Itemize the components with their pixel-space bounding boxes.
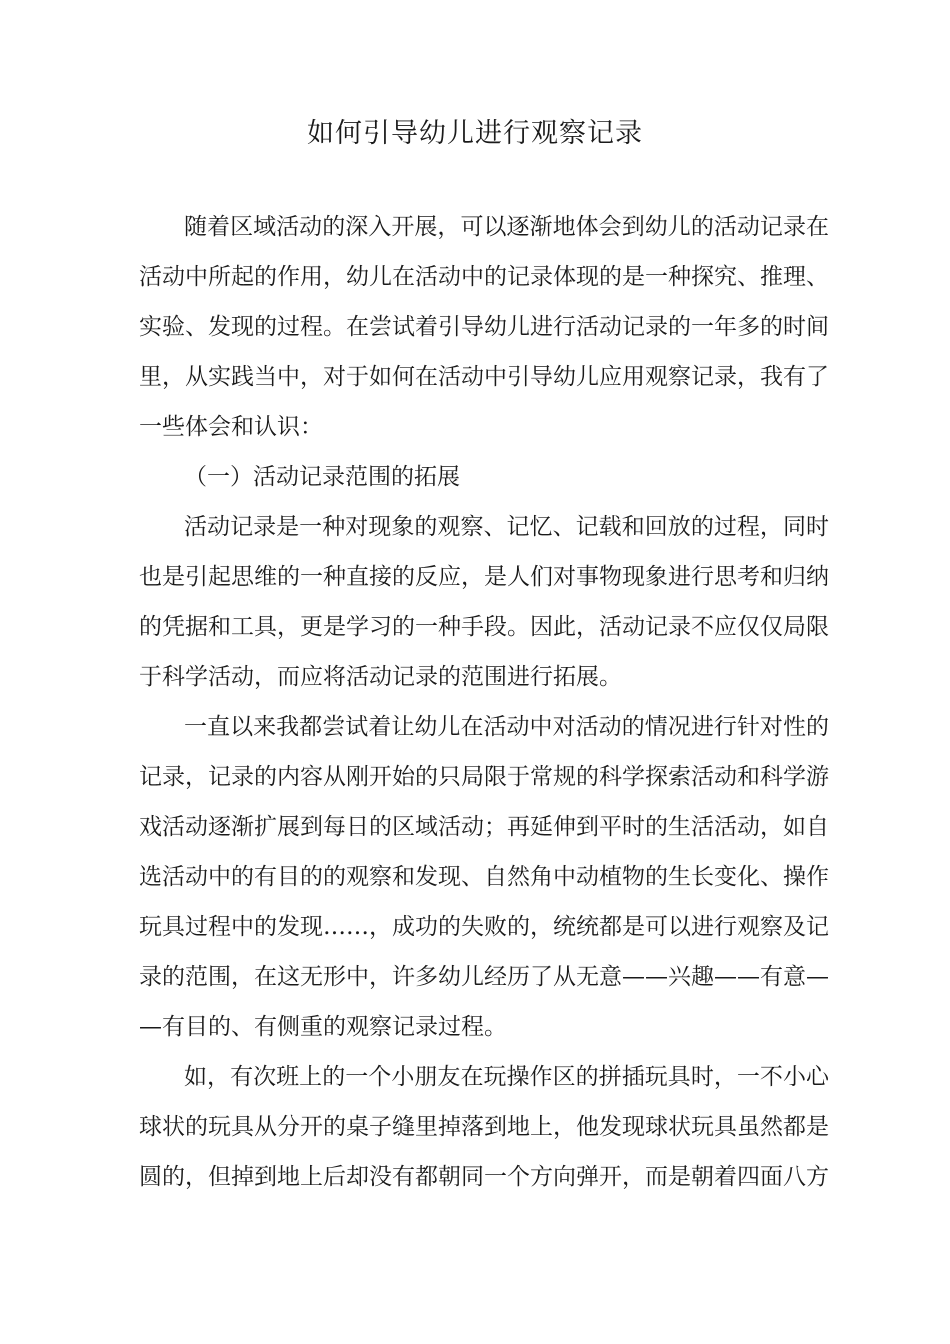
paragraph-4-line-1: 如，有次班上的一个小朋友在玩操作区的拼插玩具时，一不小心: [184, 1064, 829, 1090]
paragraph-1-line-4: 里，从实践当中，对于如何在活动中引导幼儿应用观察记录，我有了: [139, 364, 829, 390]
paragraph-3-line-5: 玩具过程中的发现……，成功的失败的，统统都是可以进行观察及记: [139, 914, 829, 940]
document-title: 如何引导幼儿进行观察记录: [307, 118, 643, 149]
paragraph-2-line-3: 的凭据和工具，更是学习的一种手段。因此，活动记录不应仅仅局限: [139, 614, 829, 640]
paragraph-3-line-2: 记录，记录的内容从刚开始的只局限于常规的科学探索活动和科学游: [139, 764, 829, 790]
paragraph-1-line-2: 活动中所起的作用，幼儿在活动中的记录体现的是一种探究、推理、: [139, 264, 829, 290]
paragraph-2-line-4: 于科学活动，而应将活动记录的范围进行拓展。: [139, 664, 622, 690]
paragraph-1-line-1: 随着区域活动的深入开展，可以逐渐地体会到幼儿的活动记录在: [184, 214, 829, 240]
paragraph-2-line-2: 也是引起思维的一种直接的反应，是人们对事物现象进行思考和归纳: [139, 564, 829, 590]
paragraph-3-line-4: 选活动中的有目的的观察和发现、自然角中动植物的生长变化、操作: [139, 864, 829, 890]
paragraph-1-line-3: 实验、发现的过程。在尝试着引导幼儿进行活动记录的一年多的时间: [139, 314, 829, 340]
paragraph-3-line-3: 戏活动逐渐扩展到每日的区域活动；再延伸到平时的生活活动，如自: [139, 814, 829, 840]
paragraph-4-line-3: 圆的，但掉到地上后却没有都朝同一个方向弹开，而是朝着四面八方: [139, 1164, 829, 1190]
section-heading: （一）活动记录范围的拓展: [184, 464, 460, 490]
paragraph-3-line-1: 一直以来我都尝试着让幼儿在活动中对活动的情况进行针对性的: [184, 714, 829, 740]
paragraph-2-line-1: 活动记录是一种对现象的观察、记忆、记载和回放的过程，同时: [184, 514, 829, 540]
paragraph-1-line-5: 一些体会和认识：: [139, 414, 323, 440]
paragraph-3-line-7: —有目的、有侧重的观察记录过程。: [139, 1014, 507, 1040]
paragraph-4-line-2: 球状的玩具从分开的桌子缝里掉落到地上，他发现球状玩具虽然都是: [139, 1114, 829, 1140]
paragraph-3-line-6: 录的范围，在这无形中，许多幼儿经历了从无意——兴趣——有意—: [139, 964, 829, 990]
